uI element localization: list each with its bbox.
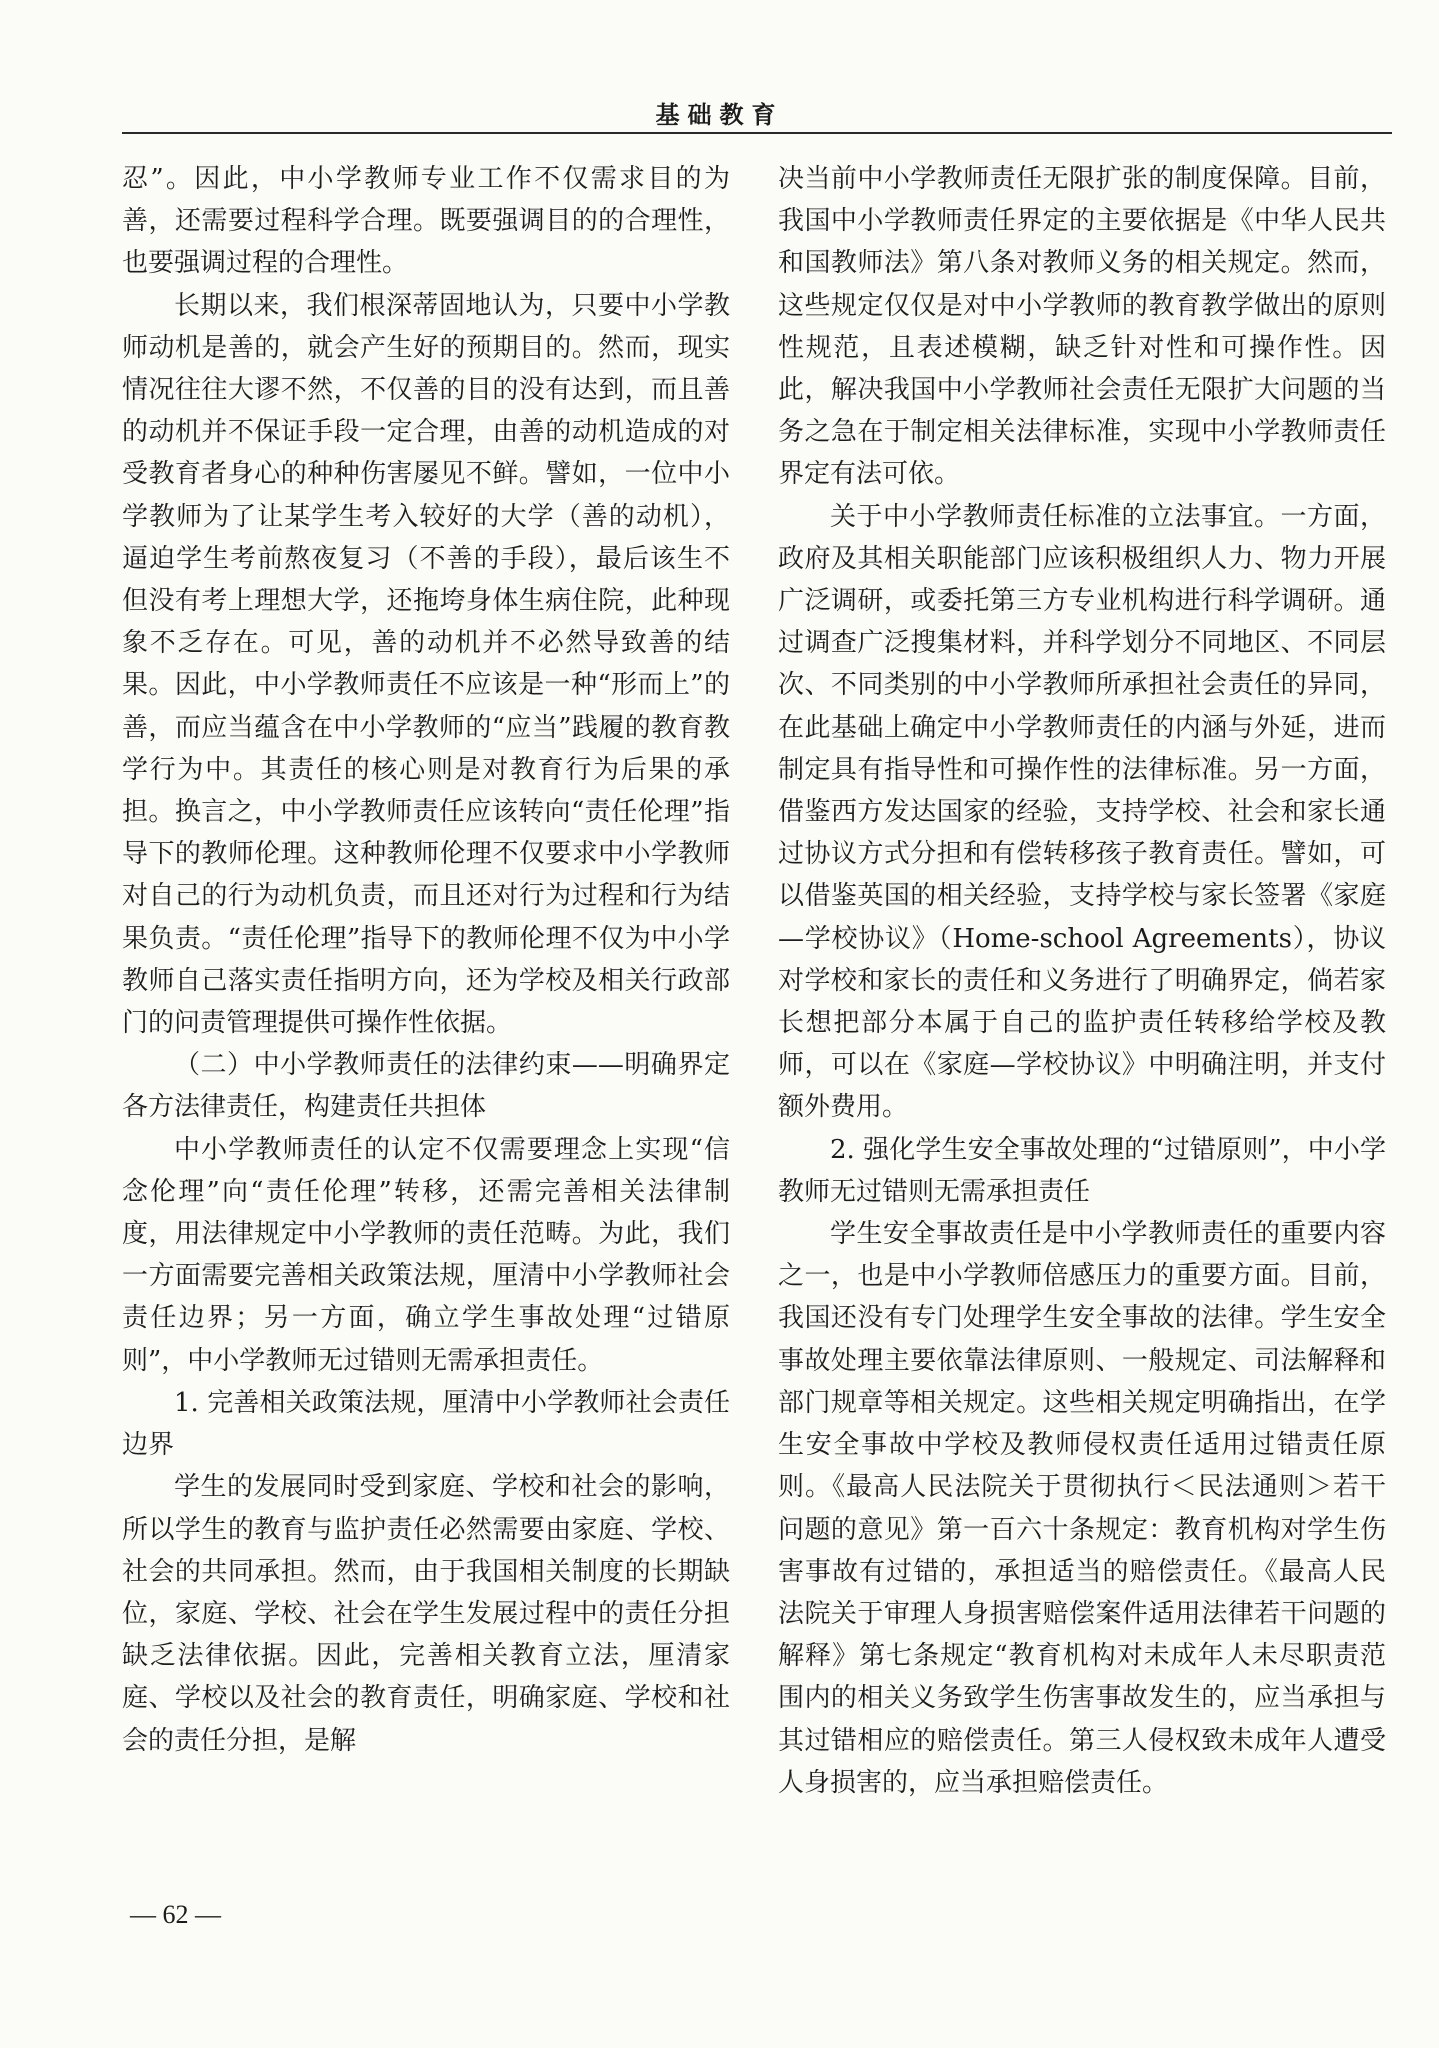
paragraph: 中小学教师责任的认定不仅需要理念上实现“信念伦理”向“责任伦理”转移，还需完善相关法律制度，用法律规定中小学教师的责任范畴。为此，我们一方面需要完善相关政策法规，厘清中小学教师社会责任边界；另一方面，确立学生事故处理“过错原则”，中小学教师无过错则无需承担责任。 <box>122 1134 730 1376</box>
paragraph: 长期以来，我们根深蒂固地认为，只要中小学教师动机是善的，就会产生好的预期目的。然而，现实情况往往大谬不然，不仅善的目的没有达到，而且善的动机并不保证手段一定合理，由善的动机造成的对受教育者身心的种种伤害屡见不鲜。譬如，一位中小学教师为了让某学生考入较好的大学（善的动机），逼迫学生考前熬夜复习（不善的手段），最后该生不但没有考上理想大学，还拖垮身体生病住院，此种现象不乏存在。可见，善的动机并不必然导致善的结果。因此，中小学教师责任不应该是一种“形而上”的善，而应当蕴含在中小学教师的“应当”践履的教育教学行为中。其责任的核心则是对教育行为后果的承担。换言之，中小学教师责任应该转向“责任伦理”指导下的教师伦理。这种教师伦理不仅要求中小学教师对自己的行为动机负责，而且还对行为过程和行为结果负责。“责任伦理”指导下的教师伦理不仅为中小学教师自己落实责任指明方向，还为学校及相关行政部门的问责管理提供可操作性依据。 <box>122 290 730 1039</box>
paragraph: 决当前中小学教师责任无限扩张的制度保障。目前，我国中小学教师责任界定的主要依据是《中华人民共和国教师法》第八条对教师义务的相关规定。然而，这些规定仅仅是对中小学教师的教育教学做出的原则性规范，且表述模糊，缺乏针对性和可操作性。因此，解决我国中小学教师社会责任无限扩大问题的当务之急在于制定相关法律标准，实现中小学教师责任界定有法可依。 <box>778 164 1386 490</box>
paragraph: 关于中小学教师责任标准的立法事宜。一方面，政府及其相关职能部门应该积极组织人力、物力开展广泛调研，或委托第三方专业机构进行科学调研。通过调查广泛搜集材料，并科学划分不同地区、不同层次、不同类别的中小学教师所承担社会责任的异同，在此基础上确定中小学教师责任的内涵与外延，进而制定具有指导性和可操作性的法律标准。另一方面，借鉴西方发达国家的经验，支持学校、社会和家长通过协议方式分担和有偿转移孩子教育责任。譬如，可以借鉴英国的相关经验，支持学校与家长签署《家庭—学校协议》（Home-school Agreements），协议对学校和家长的责任和义务进行了明确界定，倘若家长想把部分本属于自己的监护责任转移给学校及教师，可以在《家庭—学校协议》中明确注明，并支付额外费用。 <box>778 501 1386 1123</box>
section-heading: （二）中小学教师责任的法律约束——明确界定各方法律责任，构建责任共担体 <box>122 1050 730 1123</box>
paragraph: 学生的发展同时受到家庭、学校和社会的影响，所以学生的教育与监护责任必然需要由家庭、学校、社会的共同承担。然而，由于我国相关制度的长期缺位，家庭、学校、社会在学生发展过程中的责任分担缺乏法律依据。因此，完善相关教育立法，厘清家庭、学校以及社会的教育责任，明确家庭、学校和社会的责任分担，是解 <box>122 1472 730 1756</box>
paragraph: 忍”。因此，中小学教师专业工作不仅需求目的为善，还需要过程科学合理。既要强调目的的合理性，也要强调过程的合理性。 <box>122 164 730 279</box>
right-column <box>778 158 1386 1804</box>
subsection-heading: 2. 强化学生安全事故处理的“过错原则”，中小学教师无过错则无需承担责任 <box>778 1134 1386 1207</box>
journal-section-title: 基础教育 <box>655 100 784 129</box>
left-column <box>122 158 730 1762</box>
page-number: — 62 — <box>130 1900 221 1929</box>
paragraph: 学生安全事故责任是中小学教师责任的重要内容之一，也是中小学教师倍感压力的重要方面。目前，我国还没有专门处理学生安全事故的法律。学生安全事故处理主要依靠法律原则、一般规定、司法解释和部门规章等相关规定。这些相关规定明确指出，在学生安全事故中学校及教师侵权责任适用过错责任原则。《最高人民法院关于贯彻执行＜民法通则＞若干问题的意见》第一百六十条规定：教育机构对学生伤害事故有过错的，承担适当的赔偿责任。《最高人民法院关于审理人身损害赔偿案件适用法律若干问题的解释》第七条规定“教育机构对未成年人未尽职责范围内的相关义务致学生伤害事故发生的，应当承担与其过错相应的赔偿责任。第三人侵权致未成年人遭受人身损害的，应当承担赔偿责任。 <box>778 1219 1386 1798</box>
header-rule <box>122 132 1392 134</box>
subsection-heading: 1. 完善相关政策法规，厘清中小学教师社会责任边界 <box>122 1387 730 1461</box>
